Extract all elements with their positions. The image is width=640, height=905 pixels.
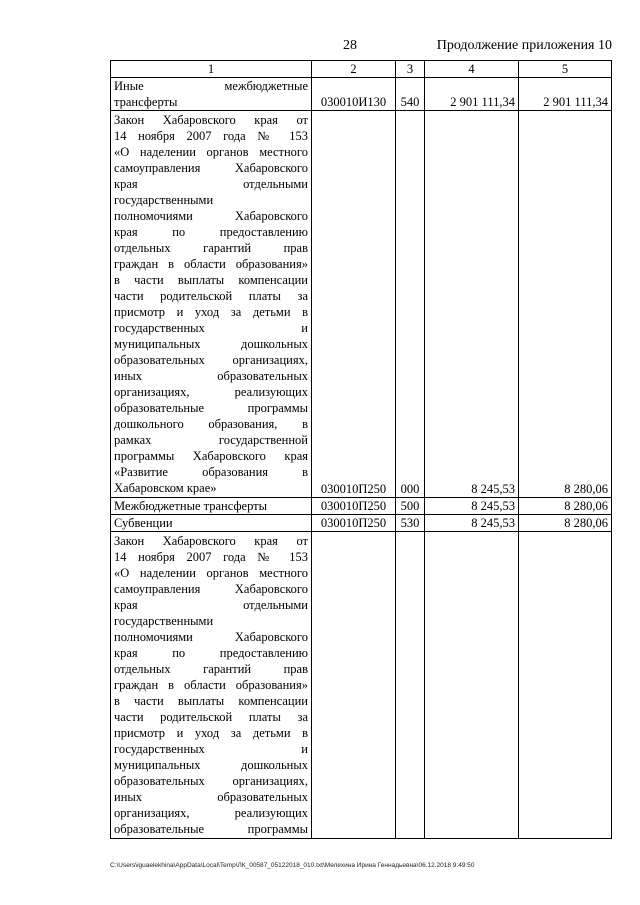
row-name-line: образовательных организациях,: [114, 353, 308, 367]
row-amount-2: 8 280,06: [519, 111, 612, 498]
row-amount-1: 8 245,53: [425, 111, 519, 498]
row-amount-2: 8 280,06: [519, 498, 612, 515]
row-amount-2: 2 901 111,34: [519, 78, 612, 111]
row-amount-1: 2 901 111,34: [425, 78, 519, 111]
row-name: [111, 78, 312, 111]
row-name-line: Межбюджетные трансферты: [114, 499, 268, 513]
footer-path: C:\Users\iguaelekhina\AppData\Local\Temp\ЛК_00587_05122018_010.txt\Мелехина Ирина Геннадьевна\06.12.2018 9:49:50: [110, 862, 475, 869]
row-code: 030010И130: [312, 78, 396, 111]
column-header-2: 2: [312, 61, 396, 78]
row-name-line: отдельных гарантий прав: [114, 241, 308, 255]
column-header-5: 5: [519, 61, 612, 78]
row-amount-2: 8 280,06: [519, 515, 612, 532]
row-name-line: «Развитие образования в: [114, 465, 308, 479]
row-code: 030010П250: [312, 498, 396, 515]
row-name-line: иных образовательных: [114, 790, 308, 804]
appendix-label: Продолжение приложения 10: [436, 38, 612, 53]
row-name-line: части родительской платы за: [114, 710, 308, 724]
row-name-line: иных образовательных: [114, 369, 308, 383]
row-name-line: муниципальных дошкольных: [114, 758, 308, 772]
table-row: [111, 78, 612, 111]
row-type: 500: [396, 498, 425, 515]
row-name-line: самоуправления Хабаровского: [114, 582, 308, 596]
row-amount-1: 8 245,53: [425, 515, 519, 532]
row-name-line: Иные межбюджетные: [114, 79, 308, 93]
row-name-line: Закон Хабаровского края от: [114, 113, 308, 127]
row-name-line: края отдельными: [114, 177, 308, 191]
header-row: [111, 61, 612, 78]
row-name-line: части родительской платы за: [114, 289, 308, 303]
row-name-line: края отдельными: [114, 598, 308, 612]
row-name-line: «О наделении органов местного: [114, 145, 308, 159]
row-name-line: присмотр и уход за детьми в: [114, 305, 308, 319]
row-name-line: граждан в области образования»: [114, 678, 308, 692]
row-name-line: программы Хабаровского края: [114, 449, 308, 463]
row-name-line: Субвенции: [114, 516, 173, 530]
row-name-line: государственными: [114, 614, 214, 628]
row-name-line: края по предоставлению: [114, 646, 308, 660]
column-header-3: 3: [396, 61, 425, 78]
row-name-line: организациях, реализующих: [114, 806, 308, 820]
row-code: 030010П250: [312, 515, 396, 532]
row-amount-2: [519, 532, 612, 839]
table-row: [111, 111, 612, 498]
page-number: 28: [343, 38, 357, 53]
row-amount-1: [425, 532, 519, 839]
row-name-line: «О наделении органов местного: [114, 566, 308, 580]
table-row: [111, 498, 612, 515]
row-name-line: рамках государственной: [114, 433, 308, 447]
row-name-line: муниципальных дошкольных: [114, 337, 308, 351]
row-name-line: присмотр и уход за детьми в: [114, 726, 308, 740]
budget-table: [110, 60, 612, 839]
row-amount-1: 8 245,53: [425, 498, 519, 515]
row-type: [396, 532, 425, 839]
row-name-line: 14 ноября 2007 года № 153: [114, 550, 308, 564]
row-name-line: Закон Хабаровского края от: [114, 534, 308, 548]
row-name-line: самоуправления Хабаровского: [114, 161, 308, 175]
row-name-line: Хабаровском крае»: [114, 481, 217, 495]
row-name-line: полномочиями Хабаровского: [114, 630, 308, 644]
row-name: [111, 498, 312, 515]
row-code: [312, 532, 396, 839]
row-code: 030010П250: [312, 111, 396, 498]
row-name: [111, 532, 312, 839]
row-name-line: граждан в области образования»: [114, 257, 308, 271]
row-name-line: дошкольного образования, в: [114, 417, 308, 431]
row-name: [111, 111, 312, 498]
row-name-line: государственных и: [114, 321, 308, 335]
row-name-line: в части выплаты компенсации: [114, 694, 308, 708]
row-name-line: государственных и: [114, 742, 308, 756]
row-type: 530: [396, 515, 425, 532]
row-name-line: края по предоставлению: [114, 225, 308, 239]
row-name-line: государственными: [114, 193, 214, 207]
column-header-4: 4: [425, 61, 519, 78]
row-name-line: отдельных гарантий прав: [114, 662, 308, 676]
row-type: 540: [396, 78, 425, 111]
table-body: [111, 78, 612, 839]
table-row: [111, 532, 612, 839]
row-name-line: полномочиями Хабаровского: [114, 209, 308, 223]
row-name-line: 14 ноября 2007 года № 153: [114, 129, 308, 143]
row-name-line: организациях, реализующих: [114, 385, 308, 399]
row-name: [111, 515, 312, 532]
row-name-line: в части выплаты компенсации: [114, 273, 308, 287]
column-header-1: 1: [111, 61, 312, 78]
row-name-line: образовательные программы: [114, 822, 308, 836]
row-name-line: трансферты: [114, 95, 178, 109]
row-name-line: образовательных организациях,: [114, 774, 308, 788]
table-row: [111, 515, 612, 532]
row-name-line: образовательные программы: [114, 401, 308, 415]
row-type: 000: [396, 111, 425, 498]
